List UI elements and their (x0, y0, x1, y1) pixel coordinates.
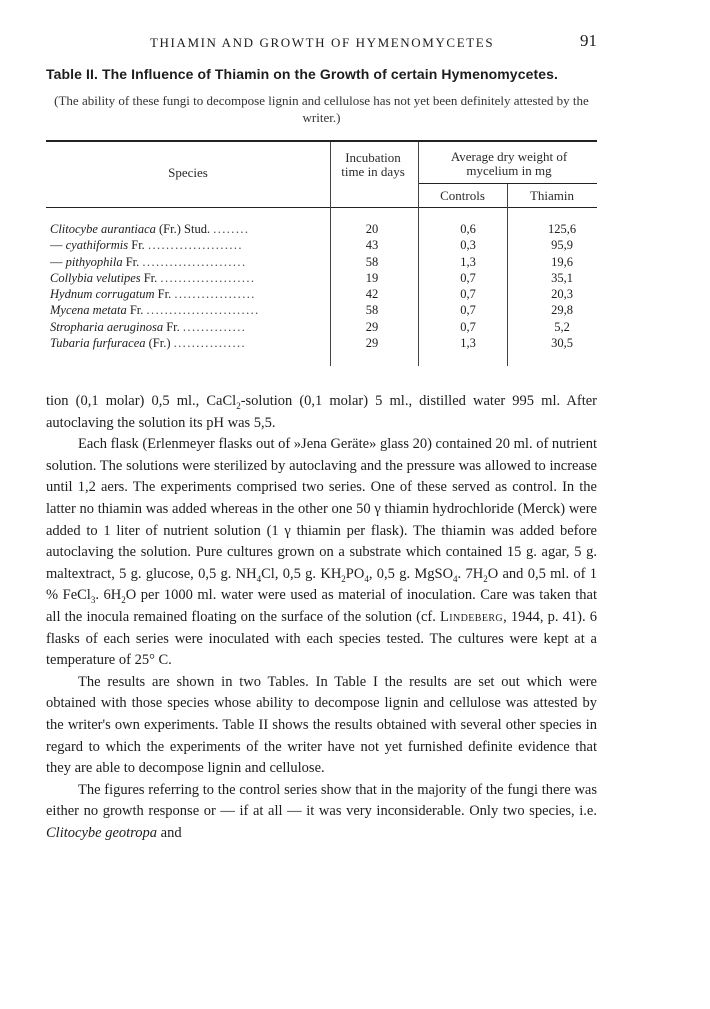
incubation-days: 42 (365, 287, 379, 302)
incubation-days: 29 (365, 336, 379, 351)
table-header-rule (46, 207, 597, 208)
species-author: (Fr.) Stud. (159, 222, 211, 236)
incubation-days: 58 (365, 303, 379, 318)
incubation-days: 29 (365, 319, 379, 334)
controls-value: 0,7 (460, 303, 476, 318)
species-author: Fr. (166, 319, 180, 334)
paragraph: The results are shown in two Tables. In Table I the results are set out which were obtained with those species whose ability to decompose lignin and cellulose was attested by the writer's own experiments. Table II shows the results obtained with several other species in regard to which the experiments of the writer have not yet furnished definite evidence that they are able to decompose lignin and cellulose. (46, 673, 597, 777)
incubation-days: 19 (365, 270, 379, 285)
table-row: Clitocybe aurantiaca (Fr.) Stud. ........ 20 0,6 125,6 (46, 222, 597, 238)
species-name: cyathiformis (65, 238, 129, 253)
species-name: Hydnum corrugatum (50, 287, 155, 302)
table-top-rule (46, 140, 597, 142)
incubation-days: 58 (365, 254, 379, 269)
table-row: — pithyophila Fr. ....................... 58 1,3 19,6 (46, 255, 597, 271)
thiamin-value: 30,5 (551, 336, 573, 351)
controls-value: 0,3 (460, 238, 476, 253)
species-name: Clitocybe geotropa (46, 824, 158, 841)
header-average: Average dry weight of mycelium in mg (450, 149, 568, 178)
species-name: Clitocybe aurantiaca (50, 222, 156, 236)
header-species: Species (168, 165, 208, 180)
controls-value: 1,3 (460, 336, 476, 351)
header-incubation: Incubation time in days (341, 150, 405, 179)
thiamin-value: 20,3 (551, 287, 573, 302)
incubation-days: 20 (365, 222, 379, 236)
controls-value: 0,7 (460, 319, 476, 334)
species-author: Fr. (143, 270, 158, 285)
thiamin-value: 29,8 (551, 303, 573, 318)
controls-value: 0,7 (460, 287, 476, 302)
species-name: Mycena metata (50, 303, 127, 318)
controls-value: 0,7 (460, 270, 476, 285)
species-author: Fr. (125, 254, 140, 269)
header-thiamin: Thiamin (529, 188, 575, 203)
thiamin-value: 5,2 (554, 319, 570, 334)
page-header (46, 33, 597, 55)
species-author: Fr. (131, 238, 145, 253)
table-row: Stropharia aeruginosa Fr. .............. 29 0,7 5,2 (46, 320, 597, 336)
species-author: (Fr.) (148, 336, 171, 351)
page-number: 91 (580, 31, 597, 50)
thiamin-value: 125,6 (547, 222, 577, 236)
species-name: Tubaria furfuracea (50, 336, 146, 351)
table-title: Table II. The Influence of Thiamin on the Growth of certain Hymenomycetes. (46, 66, 558, 82)
thiamin-value: 35,1 (551, 270, 573, 285)
running-head: THIAMIN AND GROWTH OF HYMENOMYCETES (150, 35, 495, 50)
table-row: Mycena metata Fr. ......................... 58 0,7 29,8 (46, 303, 597, 319)
thiamin-value: 19,6 (551, 254, 573, 269)
incubation-days: 43 (365, 238, 379, 253)
species-author: Fr. (129, 303, 144, 318)
species-author: Fr. (157, 287, 172, 302)
paragraph: tion (0,1 molar) 0,5 ml., CaCl$_2$-solution (0,1 molar) 5 ml., distilled water 995 ml. After autoclaving the solution its pH was 5,5. (46, 393, 597, 431)
thiamin-value: 95,9 (551, 238, 573, 253)
controls-value: 0,6 (460, 222, 476, 236)
controls-value: 1,3 (460, 254, 476, 269)
paragraph: Each flask (Erlenmeyer flasks out of »Jena Geräte» glass 20) contained 20 ml. of nutrient solution. The solutions were sterilized by autoclaving and the pressure was allowed to increase until 1,2 aers. The experiments comprised two series. One of these served as control. In the latter no thiamin was added whereas in the other one 50 γ thiamin hydrochloride (Merck) were added to 1 liter of nutrient solution (1 γ thiamin per flask). The thiamin was added before autoclaving the solution. Pure cultures grown on a substrate which contained 15 g. agar, 5 g. maltextract, 5 g. glucose, 0,5 g. $NH_4Cl$, 0,5 g. $KH_2PO_4$, 0,5 g. MgSO$_4$. $7H_2O$ and 0,5 ml. of 1 % FeCl$_3$. $6H_2O$ per 1000 ml. water were used as material of inoculation. Care was taken that all the inocula remained floating on the surface of the solution (cf. Lindeberg, 1944, p. 41). 6 flasks of each series were inoculated with each species tested. The cultures were kept at a temperature of 25° C. (46, 436, 598, 669)
body-text (46, 391, 597, 844)
table-row: — cyathiformis Fr. ..................... 43 0,3 95,9 (46, 238, 597, 254)
cited-author: Lindeberg (440, 608, 504, 625)
table-row: Hydnum corrugatum Fr. .................. 42 0,7 20,3 (46, 287, 597, 303)
header-controls: Controls (440, 188, 485, 203)
table-row: Tubaria furfuracea (Fr.) ................ 29 1,3 30,5 (46, 336, 597, 352)
species-name: pithyophila (65, 254, 123, 269)
table-body (46, 222, 597, 352)
species-name: Stropharia aeruginosa (50, 319, 164, 334)
table-note: (The ability of these fungi to decompose lignin and cellulose has not yet been definitely attested by the writer.) (54, 93, 589, 125)
species-name: Collybia velutipes (50, 270, 141, 285)
table-row: Collybia velutipes Fr. ..................... 19 0,7 35,1 (46, 271, 597, 287)
paragraph: The figures referring to the control series show that in the majority of the fungi there was either no growth response or — if at all — it was very inconsiderable. Only two species, i.e. Clitocybe geotropa and (46, 781, 597, 841)
